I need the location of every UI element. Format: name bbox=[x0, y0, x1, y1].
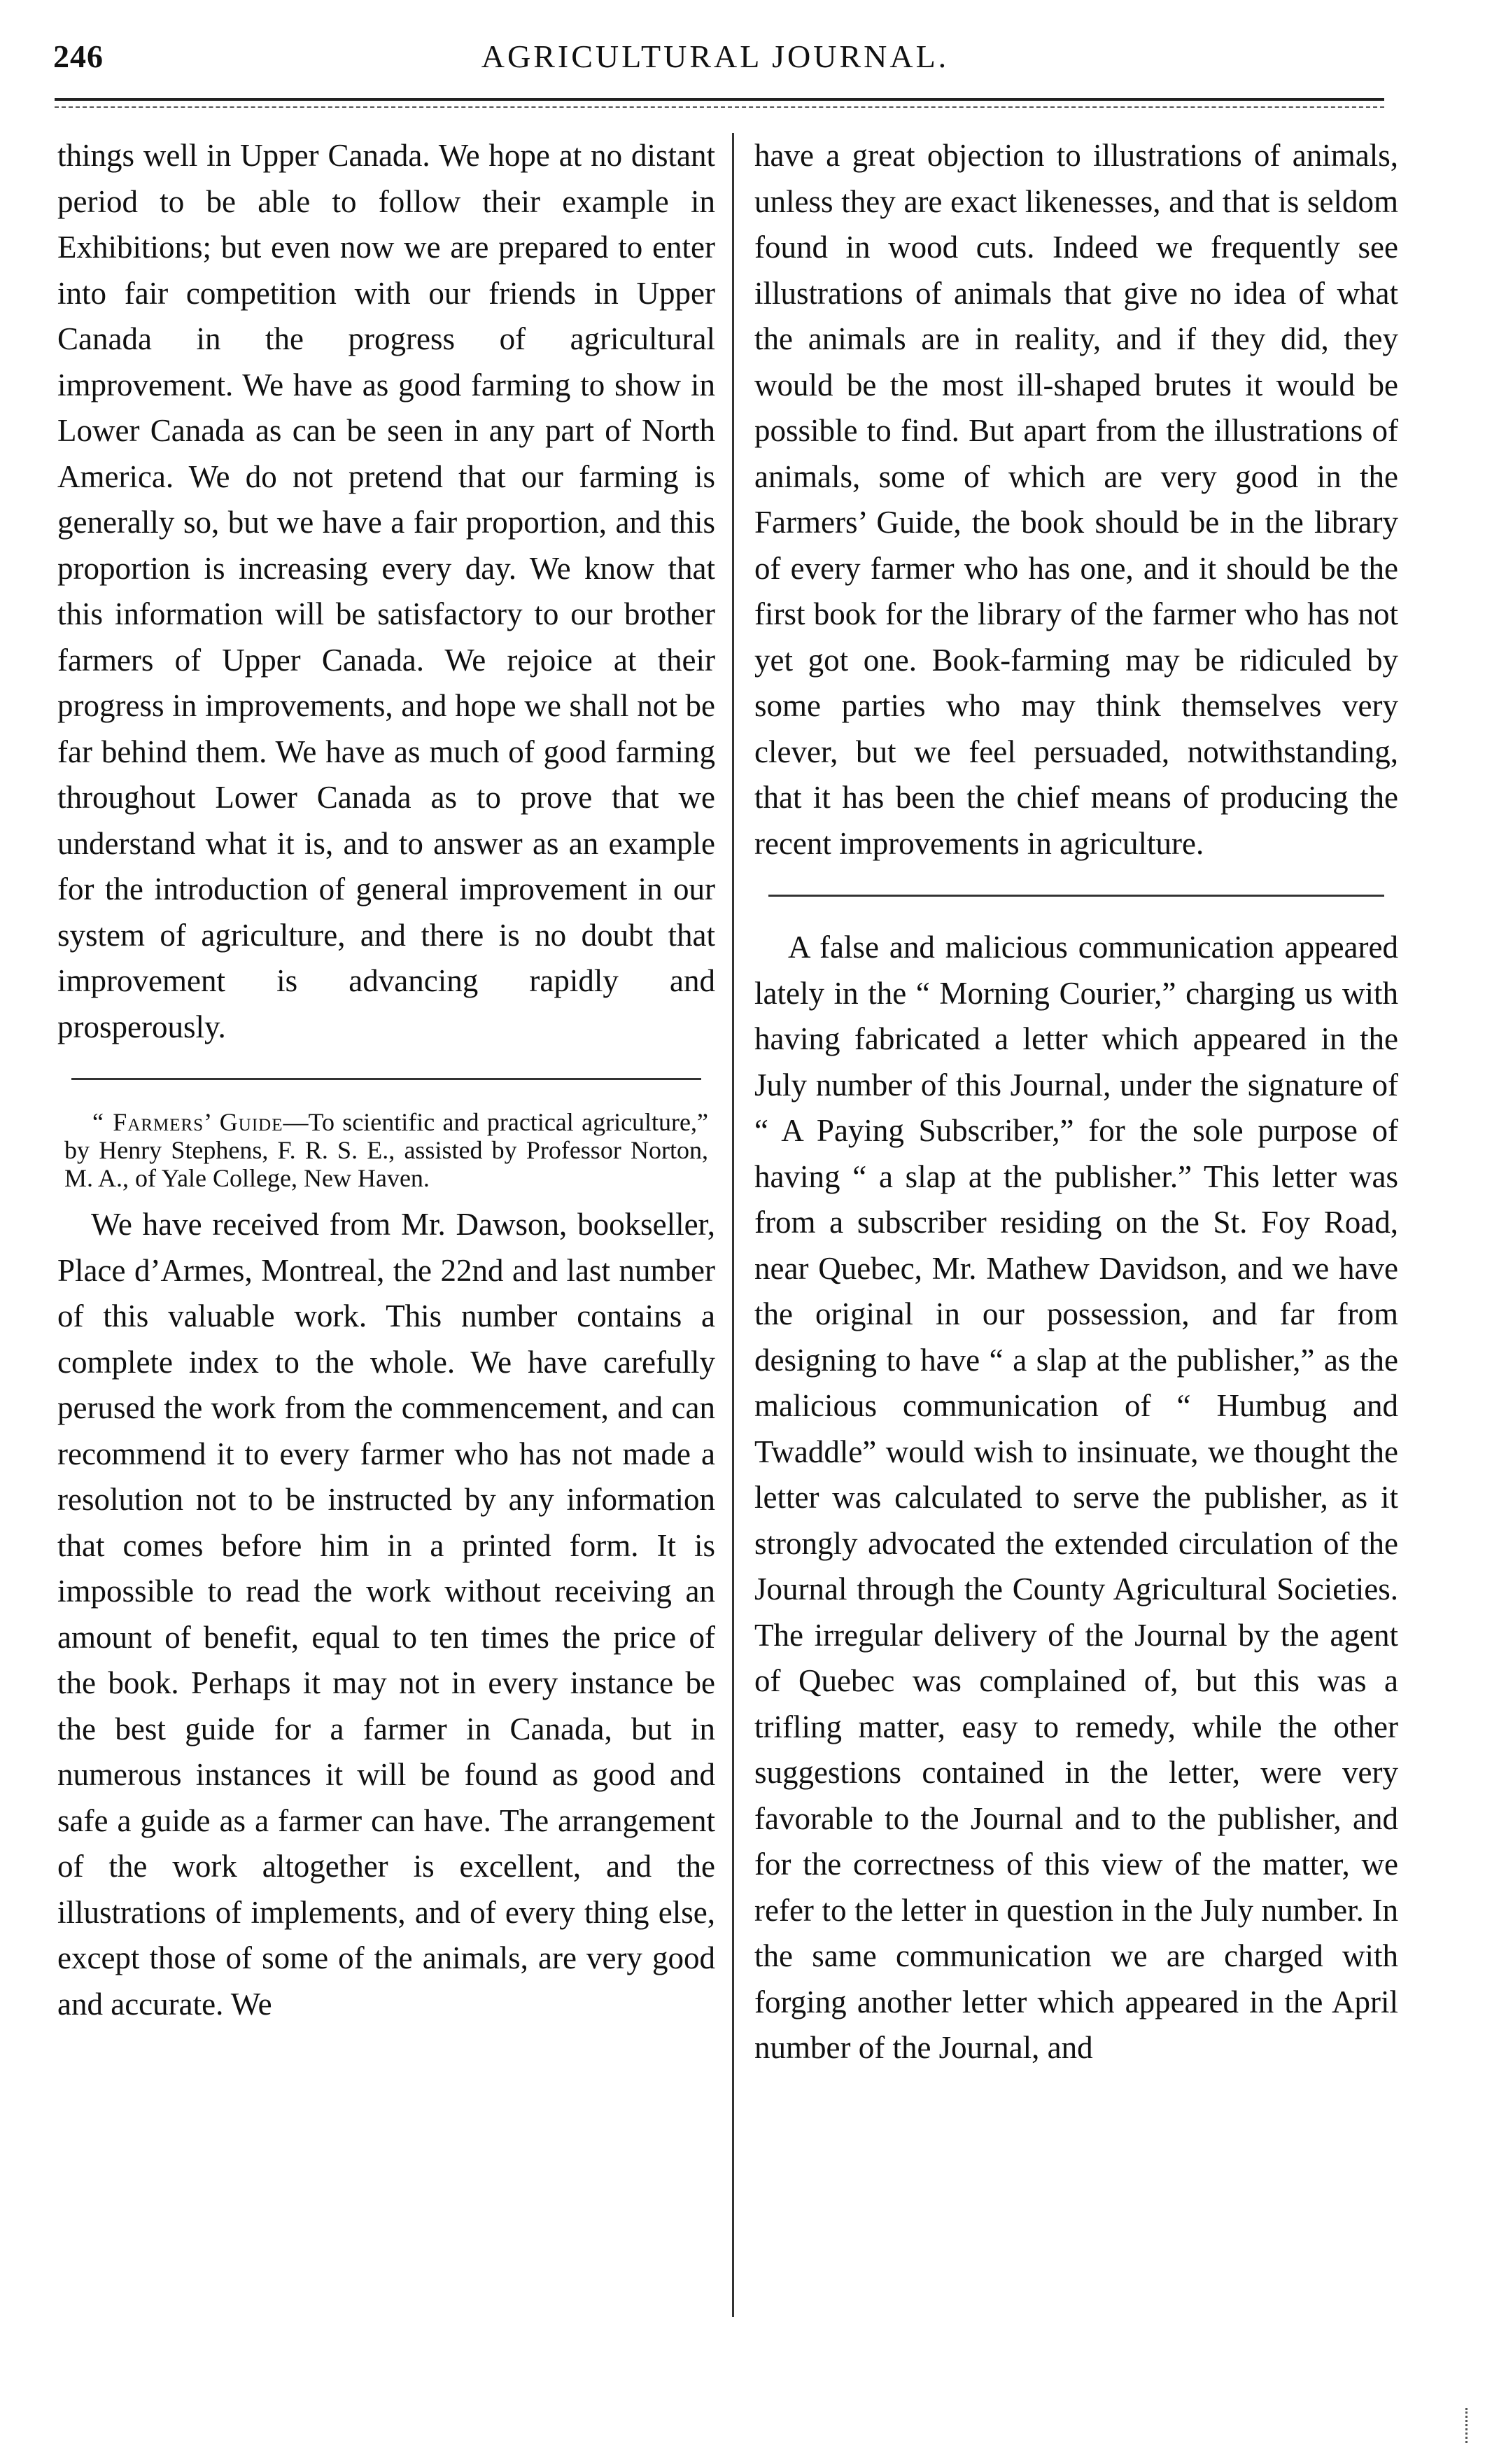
running-head: AGRICULTURAL JOURNAL. bbox=[481, 38, 950, 74]
right-paragraph-communication: A false and malicious communication appeared lately in the “ Morning Courier,” charging us with having fabricated a letter which appeared in the July number of this Journal, under the signature of “ A Paying Subscriber,” for the sole purpose of having “ a slap at the publisher.” This letter was from a subscriber residing on the St. Foy Road, near Quebec, Mr. Mathew Davidson, and we have the original in our possession, and far from designing to have “ a slap at the publisher,” as the malicious communication of “ Humbug and Twaddle” would wish to insinuate, we thought the letter was calculated to serve the publisher, as it strongly advocated the extended circulation of the Journal through the County Agricultural Societies. The irregular delivery of the Journal by the agent of Quebec was complained of, but this was a trifling matter, easy to remedy, while the other suggestions contained in the letter, were very favorable to the Journal and to the publisher, and for the correctness of this view of the matter, we refer to the letter in question in the July number. In the same communication we are charged with forging another letter which appeared in the April number of the Journal, and bbox=[754, 930, 1398, 2065]
right-column bbox=[754, 133, 1398, 2071]
column-divider bbox=[732, 133, 734, 2317]
right-paragraph-illustrations: have a great objection to illustrations of animals, unless they are exact likenesses, and that is seldom found in wood cuts. Indeed we frequently see illustrations of animals that give no idea of what the animals are in reality, and if they did, they would be the most ill-shaped brutes it would be possible to find. But apart from the illustrations of animals, some of which are very good in the Farmers’ Guide, the book should be in the library of every farmer who has one, and it should be the first book for the library of the farmer who has not yet got one. Book-farming may be ridiculed by some parties who may think themselves very clever, but we feel persuaded, notwithstanding, that it has been the chief means of producing the recent improvements in agriculture. bbox=[754, 138, 1398, 861]
section-divider bbox=[768, 895, 1384, 897]
margin-mark bbox=[1465, 2408, 1468, 2443]
book-notice-title: “ Farmers’ Guide bbox=[92, 1108, 283, 1136]
book-notice-heading bbox=[64, 1108, 708, 1192]
left-column bbox=[57, 133, 715, 2027]
left-paragraph-exhibitions: things well in Upper Canada. We hope at no distant period to be able to follow their example in Exhibitions; but even now we are prepared to enter into fair competition with our friends in Upper Canada in the progress of agricultural improvement. We have as good farming to show in Lower Canada as can be seen in any part of North America. We do not pretend that our farming is generally so, but we have a fair proportion, and this proportion is increasing every day. We know that this information will be satisfactory to our brother farmers of Upper Canada. We rejoice at their progress in improvements, and hope we shall not be far behind them. We have as much of good farming throughout Lower Canada as to prove that we understand what it is, and to answer as an example for the introduction of general improvement in our system of agriculture, and there is no doubt that improvement is advancing rapidly and prosperously. bbox=[57, 138, 715, 1044]
section-divider bbox=[71, 1078, 701, 1080]
page-number: 246 bbox=[53, 38, 104, 74]
page-header bbox=[50, 34, 1380, 83]
book-notice-details: —To scientific and practical agriculture,” by Henry Stephens, F. R. S. E., assisted by Professor Norton, M. A., of Yale College, New Haven. bbox=[64, 1108, 708, 1192]
header-rule bbox=[55, 98, 1384, 108]
left-paragraph-farmers-guide: We have received from Mr. Dawson, bookseller, Place d’Armes, Montreal, the 22nd and last number of this valuable work. This number contains a complete index to the whole. We have carefully perused the work from the commencement, and can recommend it to every farmer who has not made a resolution not to be instructed by any information that comes before him in a printed form. It is impossible to read the work without receiving an amount of benefit, equal to ten times the price of the book. Perhaps it may not in every instance be the best guide for a farmer in Canada, but in numerous instances it will be found as good and safe a guide as a farmer can have. The arrangement of the work altogether is excellent, and the illustrations of implements, and of every thing else, except those of some of the animals, are very good and accurate. We bbox=[57, 1207, 715, 2022]
